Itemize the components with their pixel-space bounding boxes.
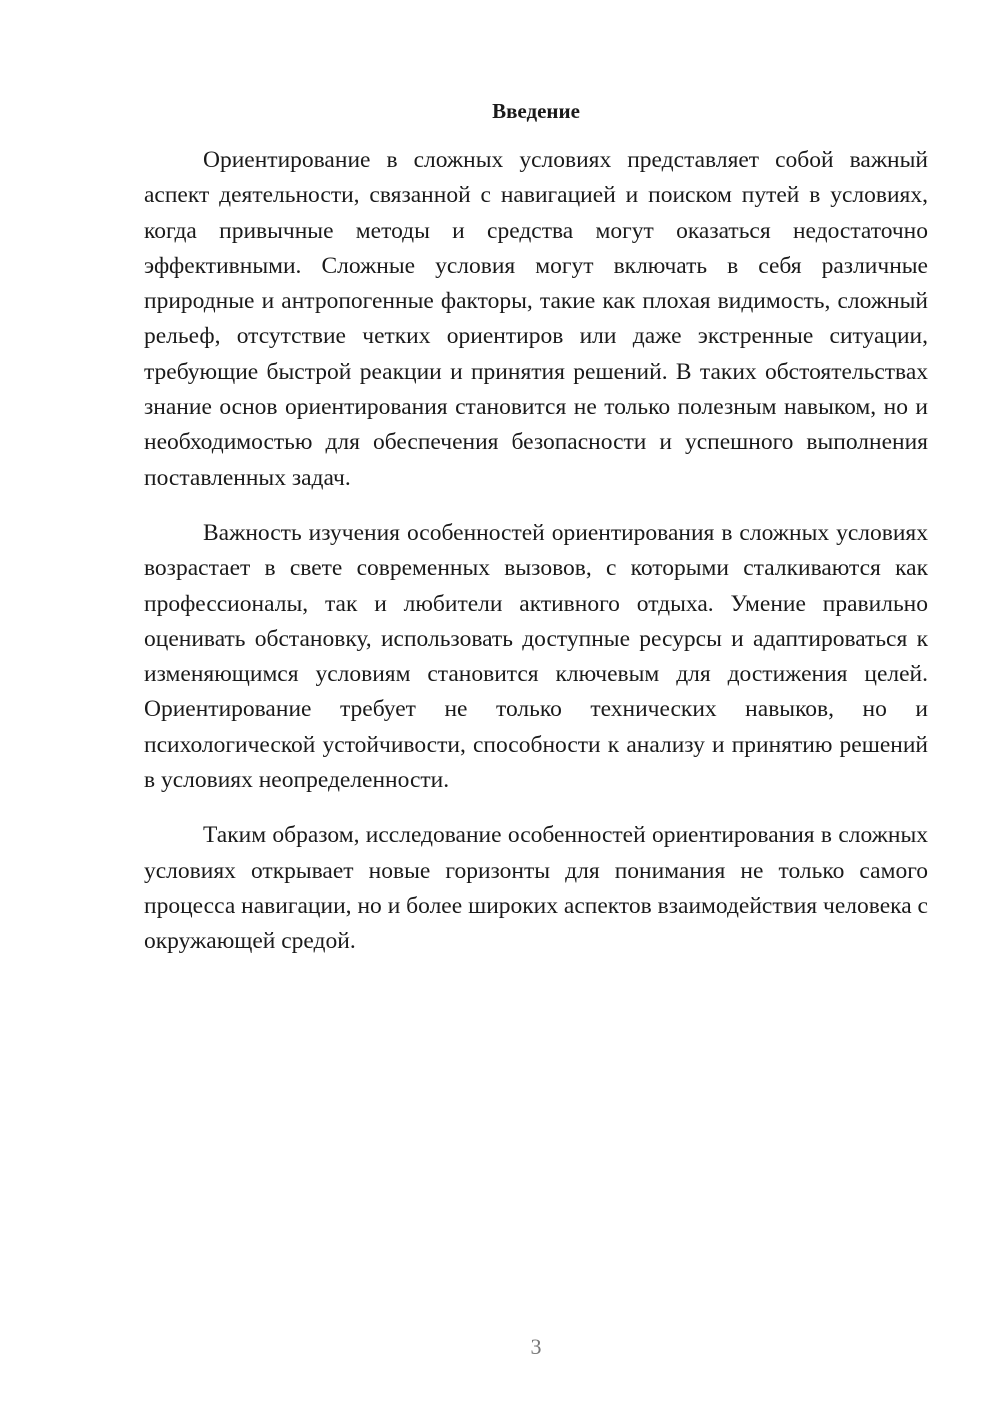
section-title: Введение [492,99,580,123]
paragraph-3: Таким образом, исследование особенностей ориентирования в сложных условиях открывает новые горизонты для понимания не только самого процесса навигации, но и более широких аспектов взаимодействия человека с окружающей средой. [144,822,928,955]
paragraph-2: Важность изучения особенностей ориентирования в сложных условиях возрастает в свете современных вызовов, с которыми сталкиваются как профессионалы, так и любители активного отдыха. Умение правильно оценивать обстановку, использовать доступные ресурсы и адаптироваться к изменяющимся условиям становится ключевым для достижения целей. Ориентирование требует не только технических навыков, но и психологической устойчивости, способности к анализу и принятию решений в условиях неопределенности. [144,519,928,794]
paragraph-1: Ориентирование в сложных условиях представляет собой важный аспект деятельности, связанной с навигацией и поиском путей в условиях, когда привычные методы и средства могут оказаться недостаточно эффективными. Сложные условия могут включать в себя различные природные и антропогенные факторы, такие как плохая видимость, сложный рельеф, отсутствие четких ориентиров или даже экстренные ситуации, требующие быстрой реакции и принятия решений. В таких обстоятельствах знание основ ориентирования становится не только полезным навыком, но и необходимостью для обеспечения безопасности и успешного выполнения поставленных задач. [144,147,928,491]
body-text [144,143,928,960]
page-number: 3 [530,1334,542,1359]
